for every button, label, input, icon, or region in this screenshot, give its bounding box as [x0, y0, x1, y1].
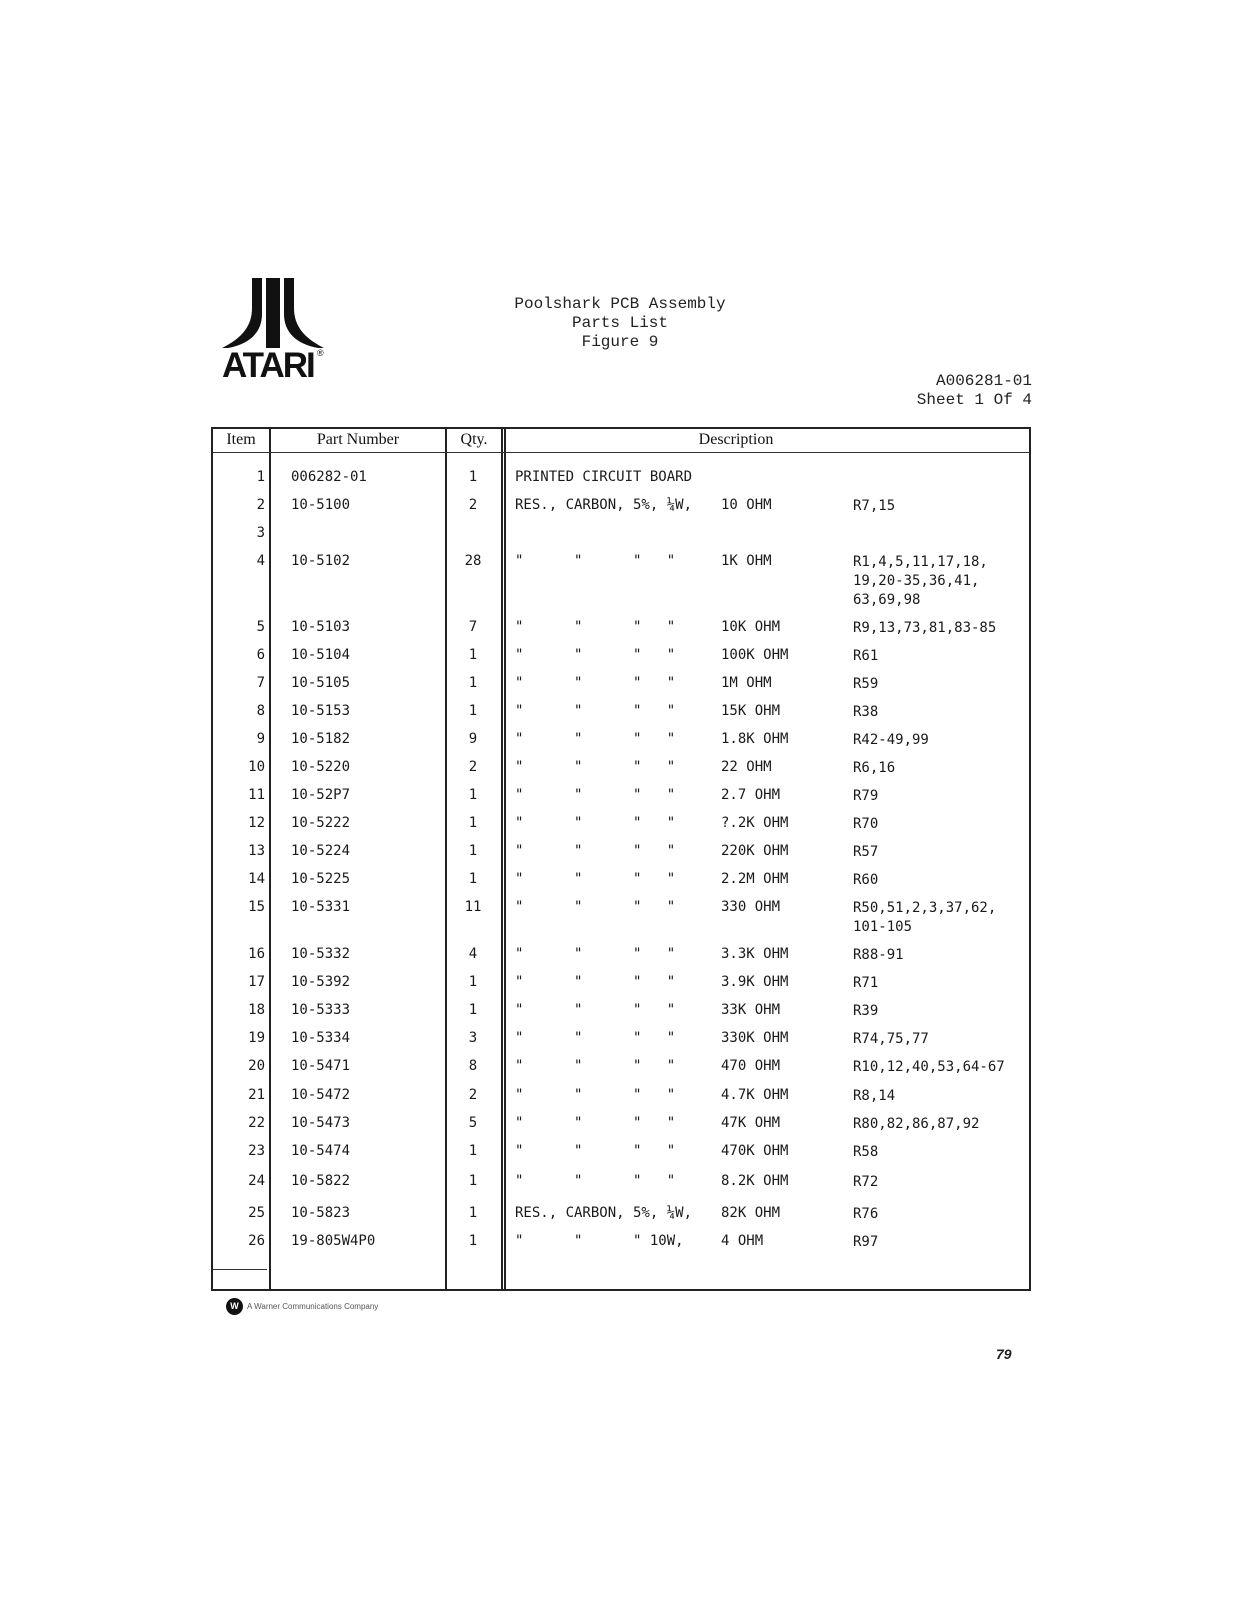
- part-number: 10-5473: [291, 1115, 351, 1131]
- quantity: 1: [468, 1143, 478, 1159]
- quantity: 1: [468, 843, 478, 859]
- reference-designators: R58: [853, 1144, 879, 1160]
- reference-designators: R72: [853, 1174, 879, 1190]
- quantity: 1: [468, 1002, 478, 1018]
- column-divider: [501, 429, 503, 1289]
- component-value: 2.7 OHM: [721, 787, 781, 803]
- part-number: 10-5100: [291, 497, 351, 513]
- part-number: 19-805W4P0: [291, 1233, 376, 1249]
- quantity: 1: [468, 703, 478, 719]
- reference-designators: R39: [853, 1003, 879, 1019]
- document-number: A006281-01: [935, 372, 1032, 390]
- item-number: 7: [256, 675, 265, 691]
- reference-designators: R80,82,86,87,92: [853, 1116, 980, 1132]
- reference-designators: R76: [853, 1206, 879, 1222]
- part-number: 10-5332: [291, 946, 351, 962]
- quantity: 1: [468, 675, 478, 691]
- component-value: 33K OHM: [721, 1002, 781, 1018]
- item-number: 5: [256, 619, 265, 635]
- component-value: 8.2K OHM: [721, 1173, 789, 1189]
- part-number: 10-5822: [291, 1173, 351, 1189]
- item-number: 15: [248, 899, 265, 915]
- item-number: 20: [248, 1058, 265, 1074]
- reference-designators: R1,4,5,11,17,18, 19,20-35,36,41, 63,69,98: [853, 554, 988, 608]
- atari-logo: [222, 278, 326, 388]
- part-number: 10-5472: [291, 1087, 351, 1103]
- header-qty: Qty.: [460, 431, 488, 448]
- part-number: 10-5333: [291, 1002, 351, 1018]
- header-item: Item: [226, 431, 256, 448]
- item-number: 3: [256, 525, 265, 541]
- component-value: 10 OHM: [721, 497, 772, 513]
- quantity: 7: [468, 619, 478, 635]
- part-number: 10-5153: [291, 703, 351, 719]
- item-number: 13: [248, 843, 265, 859]
- quantity: 2: [468, 497, 478, 513]
- quantity: 1: [468, 815, 478, 831]
- column-divider: [504, 429, 506, 1289]
- parts-table: [211, 427, 1031, 1291]
- quantity: 1: [468, 1233, 478, 1249]
- item-number: 25: [248, 1205, 265, 1221]
- item-number: 11: [248, 787, 265, 803]
- component-value: 1M OHM: [721, 675, 772, 691]
- reference-designators: R59: [853, 676, 879, 692]
- item-number: 24: [248, 1173, 265, 1189]
- part-number: 10-5823: [291, 1205, 351, 1221]
- part-number: 10-52P7: [291, 787, 351, 803]
- quantity: 1: [468, 647, 478, 663]
- header-part-number: Part Number: [316, 431, 400, 448]
- quantity: 5: [468, 1115, 478, 1131]
- description: " " " ": [515, 787, 676, 803]
- publisher-mark: [226, 1298, 378, 1315]
- item-number: 1: [256, 469, 265, 485]
- component-value: 100K OHM: [721, 647, 789, 663]
- column-divider: [269, 429, 271, 1289]
- component-value: 3.3K OHM: [721, 946, 789, 962]
- quantity: 28: [464, 553, 482, 569]
- component-value: 330 OHM: [721, 899, 781, 915]
- item-number: 19: [248, 1030, 265, 1046]
- component-value: 1.8K OHM: [721, 731, 789, 747]
- part-number: 006282-01: [291, 469, 367, 485]
- reference-designators: R9,13,73,81,83-85: [853, 620, 997, 636]
- reference-designators: R79: [853, 788, 879, 804]
- atari-wordmark: ATARI: [222, 346, 314, 385]
- item-number: 18: [248, 1002, 265, 1018]
- registered-mark: ®: [317, 348, 324, 358]
- quantity: 11: [464, 899, 482, 915]
- component-value: 82K OHM: [721, 1205, 781, 1221]
- title-line-2: Parts List: [571, 314, 668, 332]
- reference-designators: R6,16: [853, 760, 896, 776]
- component-value: 470K OHM: [721, 1143, 789, 1159]
- component-value: 22 OHM: [721, 759, 772, 775]
- description: PRINTED CIRCUIT BOARD: [515, 469, 693, 485]
- part-number: 10-5102: [291, 553, 351, 569]
- part-number: 10-5225: [291, 871, 351, 887]
- component-value: 3.9K OHM: [721, 974, 789, 990]
- item-number: 26: [248, 1233, 265, 1249]
- description: " " " ": [515, 647, 676, 663]
- description: " " " ": [515, 553, 676, 569]
- description: " " " ": [515, 619, 676, 635]
- item-number: 17: [248, 974, 265, 990]
- reference-designators: R42-49,99: [853, 732, 929, 748]
- quantity: 1: [468, 787, 478, 803]
- reference-designators: R71: [853, 975, 879, 991]
- reference-designators: R61: [853, 648, 879, 664]
- quantity: 1: [468, 1173, 478, 1189]
- quantity: 9: [468, 731, 478, 747]
- description: " " " ": [515, 675, 676, 691]
- item-number: 6: [256, 647, 265, 663]
- column-divider: [445, 429, 447, 1289]
- reference-designators: R97: [853, 1234, 879, 1250]
- header-description: Description: [698, 431, 774, 448]
- quantity: 1: [468, 974, 478, 990]
- component-value: 220K OHM: [721, 843, 789, 859]
- item-number: 14: [248, 871, 265, 887]
- quantity: 3: [468, 1030, 478, 1046]
- title-line-1: Poolshark PCB Assembly: [514, 295, 726, 313]
- item-number: 22: [248, 1115, 265, 1131]
- description: " " " ": [515, 899, 676, 915]
- item-number: 21: [248, 1087, 265, 1103]
- reference-designators: R7,15: [853, 498, 896, 514]
- reference-designators: R70: [853, 816, 879, 832]
- item-number: 9: [256, 731, 265, 747]
- component-value: 330K OHM: [721, 1030, 789, 1046]
- component-value: ?.2K OHM: [721, 815, 789, 831]
- part-number: 10-5222: [291, 815, 351, 831]
- reference-designators: R38: [853, 704, 879, 720]
- description: " " " ": [515, 843, 676, 859]
- footer-divider: [213, 1269, 267, 1270]
- document-id: [917, 372, 1032, 410]
- component-value: 4.7K OHM: [721, 1087, 789, 1103]
- description: " " " ": [515, 1115, 676, 1131]
- component-value: 1K OHM: [721, 553, 772, 569]
- reference-designators: R50,51,2,3,37,62, 101-105: [853, 900, 997, 935]
- part-number: 10-5471: [291, 1058, 351, 1074]
- quantity: 8: [468, 1058, 478, 1074]
- quantity: 1: [468, 1205, 478, 1221]
- part-number: 10-5103: [291, 619, 351, 635]
- quantity: 4: [468, 946, 478, 962]
- component-value: 10K OHM: [721, 619, 781, 635]
- description: RES., CARBON, 5%, ¼W,: [515, 497, 693, 513]
- part-number: 10-5104: [291, 647, 351, 663]
- description: " " " ": [515, 1087, 676, 1103]
- description: " " " ": [515, 1058, 676, 1074]
- description: " " " ": [515, 871, 676, 887]
- publisher-text: A Warner Communications Company: [247, 1302, 379, 1311]
- part-number: 10-5392: [291, 974, 351, 990]
- component-value: 47K OHM: [721, 1115, 781, 1131]
- reference-designators: R60: [853, 872, 879, 888]
- part-number: 10-5331: [291, 899, 351, 915]
- title-line-3: Figure 9: [581, 333, 659, 351]
- description: " " " ": [515, 731, 676, 747]
- warner-logo-icon: W: [226, 1298, 243, 1315]
- description: " " " ": [515, 1143, 676, 1159]
- description: RES., CARBON, 5%, ¼W,: [515, 1205, 693, 1221]
- quantity: 1: [468, 871, 478, 887]
- reference-designators: R10,12,40,53,64-67: [853, 1059, 1005, 1075]
- part-number: 10-5334: [291, 1030, 351, 1046]
- component-value: 470 OHM: [721, 1058, 781, 1074]
- part-number: 10-5224: [291, 843, 351, 859]
- sheet-number: Sheet 1 Of 4: [916, 391, 1032, 409]
- document-title: [480, 295, 760, 352]
- item-number: 2: [256, 497, 265, 513]
- component-value: 15K OHM: [721, 703, 781, 719]
- component-value: 2.2M OHM: [721, 871, 789, 887]
- atari-fuji-icon: [222, 278, 326, 348]
- reference-designators: R8,14: [853, 1088, 896, 1104]
- item-number: 8: [256, 703, 265, 719]
- reference-designators: R88-91: [853, 947, 904, 963]
- description: " " " 10W,: [515, 1233, 684, 1249]
- part-number: 10-5220: [291, 759, 351, 775]
- description: " " " ": [515, 815, 676, 831]
- description: " " " ": [515, 974, 676, 990]
- header-divider: [213, 452, 1029, 453]
- item-number: 16: [248, 946, 265, 962]
- quantity: 2: [468, 1087, 478, 1103]
- item-number: 12: [248, 815, 265, 831]
- reference-designators: R74,75,77: [853, 1031, 929, 1047]
- item-number: 23: [248, 1143, 265, 1159]
- description: " " " ": [515, 703, 676, 719]
- part-number: 10-5182: [291, 731, 351, 747]
- item-number: 4: [256, 553, 265, 569]
- quantity: 2: [468, 759, 478, 775]
- page-number: 79: [996, 1346, 1012, 1362]
- component-value: 4 OHM: [721, 1233, 764, 1249]
- part-number: 10-5105: [291, 675, 351, 691]
- description: " " " ": [515, 759, 676, 775]
- item-number: 10: [248, 759, 265, 775]
- part-number: 10-5474: [291, 1143, 351, 1159]
- description: " " " ": [515, 1030, 676, 1046]
- reference-designators: R57: [853, 844, 879, 860]
- description: " " " ": [515, 1002, 676, 1018]
- quantity: 1: [468, 469, 478, 485]
- description: " " " ": [515, 1173, 676, 1189]
- description: " " " ": [515, 946, 676, 962]
